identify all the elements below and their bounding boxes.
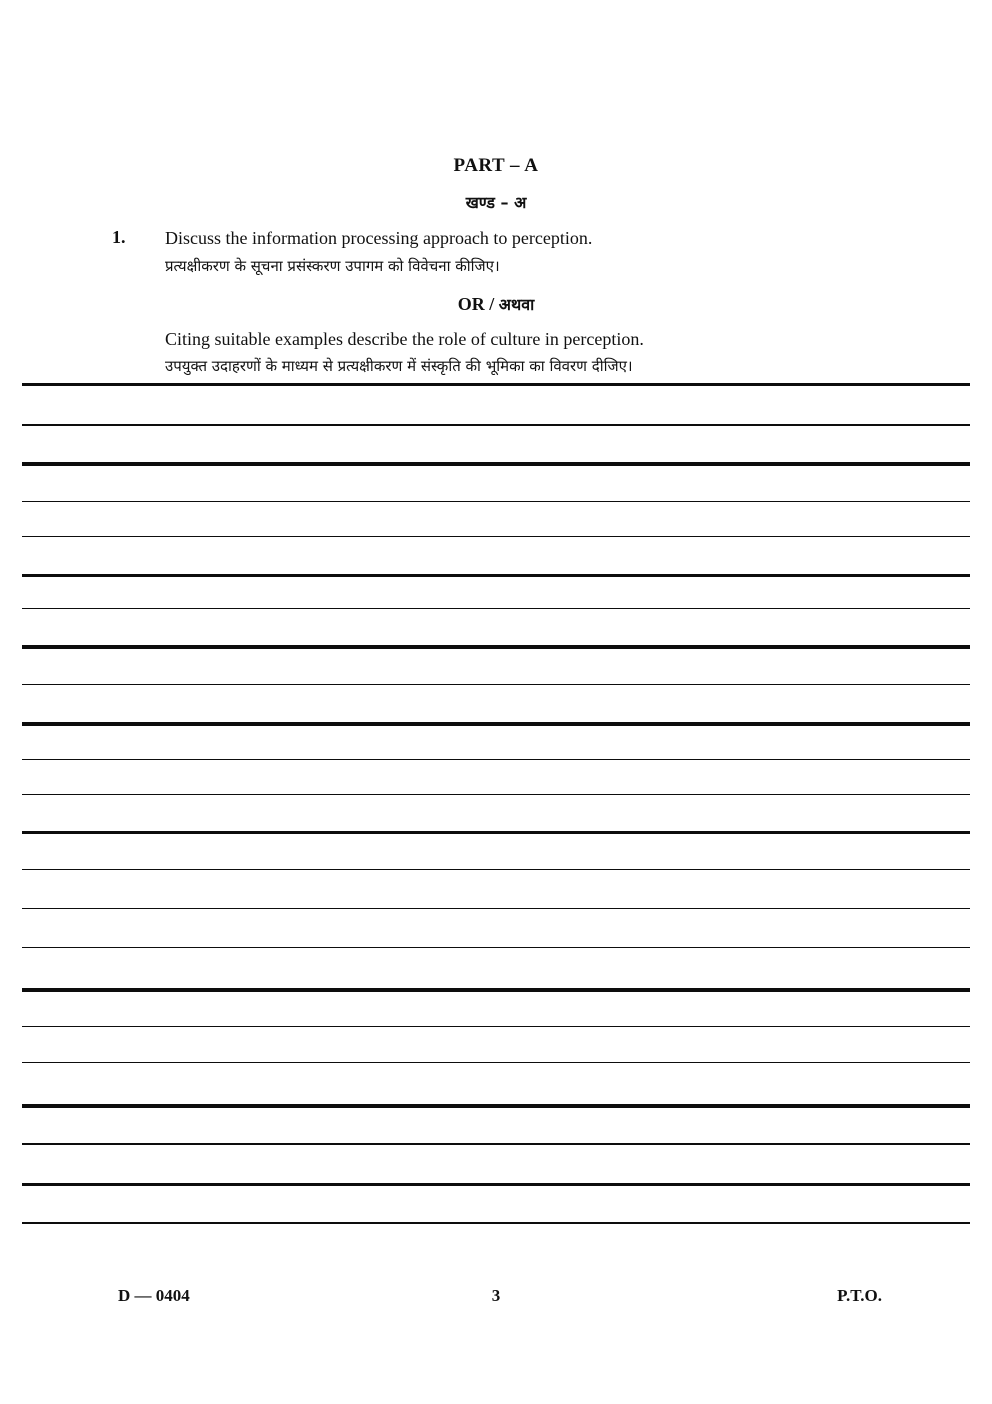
answer-line: [22, 645, 970, 649]
answer-line: [22, 869, 970, 870]
answer-line: [22, 947, 970, 948]
answer-line: [22, 759, 970, 760]
answer-line: [22, 1183, 970, 1186]
answer-line: [22, 1062, 970, 1063]
page-number: 3: [491, 1286, 501, 1305]
alternate-text-hindi: उपयुक्त उदाहरणों के माध्यम से प्रत्यक्षीकरण में संस्कृति की भूमिका का विवरण दीजिए।: [165, 357, 633, 375]
answer-line: [22, 794, 970, 795]
or-divider: [0, 277, 992, 315]
part-title-hindi: खण्ड – अ: [465, 193, 527, 212]
answer-line: [22, 722, 970, 726]
answer-line: [22, 383, 970, 386]
answer-line: [22, 462, 970, 466]
or-separator: /: [489, 293, 495, 314]
turn-over-label: P.T.O.: [837, 1286, 882, 1305]
answer-line: [22, 1104, 970, 1108]
question-text-hindi: प्रत्यक्षीकरण के सूचना प्रसंस्करण उपागम को विवेचना कीजिए।: [165, 256, 500, 275]
question-text-english: Discuss the information processing approach to perception.: [165, 228, 593, 248]
or-label-hindi: अथवा: [498, 294, 535, 314]
answer-line: [22, 1026, 970, 1027]
answer-line: [22, 424, 970, 426]
paper-code: D — 0404: [118, 1286, 190, 1305]
or-label-english: OR: [457, 293, 485, 314]
answer-line: [22, 684, 970, 685]
answer-line: [22, 536, 970, 537]
answer-line: [22, 1222, 970, 1224]
answer-line: [22, 908, 970, 909]
answer-line: [22, 608, 970, 609]
answer-line: [22, 501, 970, 502]
answer-line: [22, 988, 970, 992]
question-number: 1.: [112, 227, 126, 247]
page-footer: [0, 1286, 992, 1314]
question-block: [0, 0, 992, 377]
question-one: [0, 213, 992, 277]
question-one-alternate: [0, 315, 992, 378]
answer-line: [22, 574, 970, 577]
answer-line: [22, 831, 970, 834]
alternate-text-english: Citing suitable examples describe the role of culture in perception.: [165, 328, 644, 349]
answer-line: [22, 1143, 970, 1145]
part-title-english: PART – A: [453, 155, 539, 176]
